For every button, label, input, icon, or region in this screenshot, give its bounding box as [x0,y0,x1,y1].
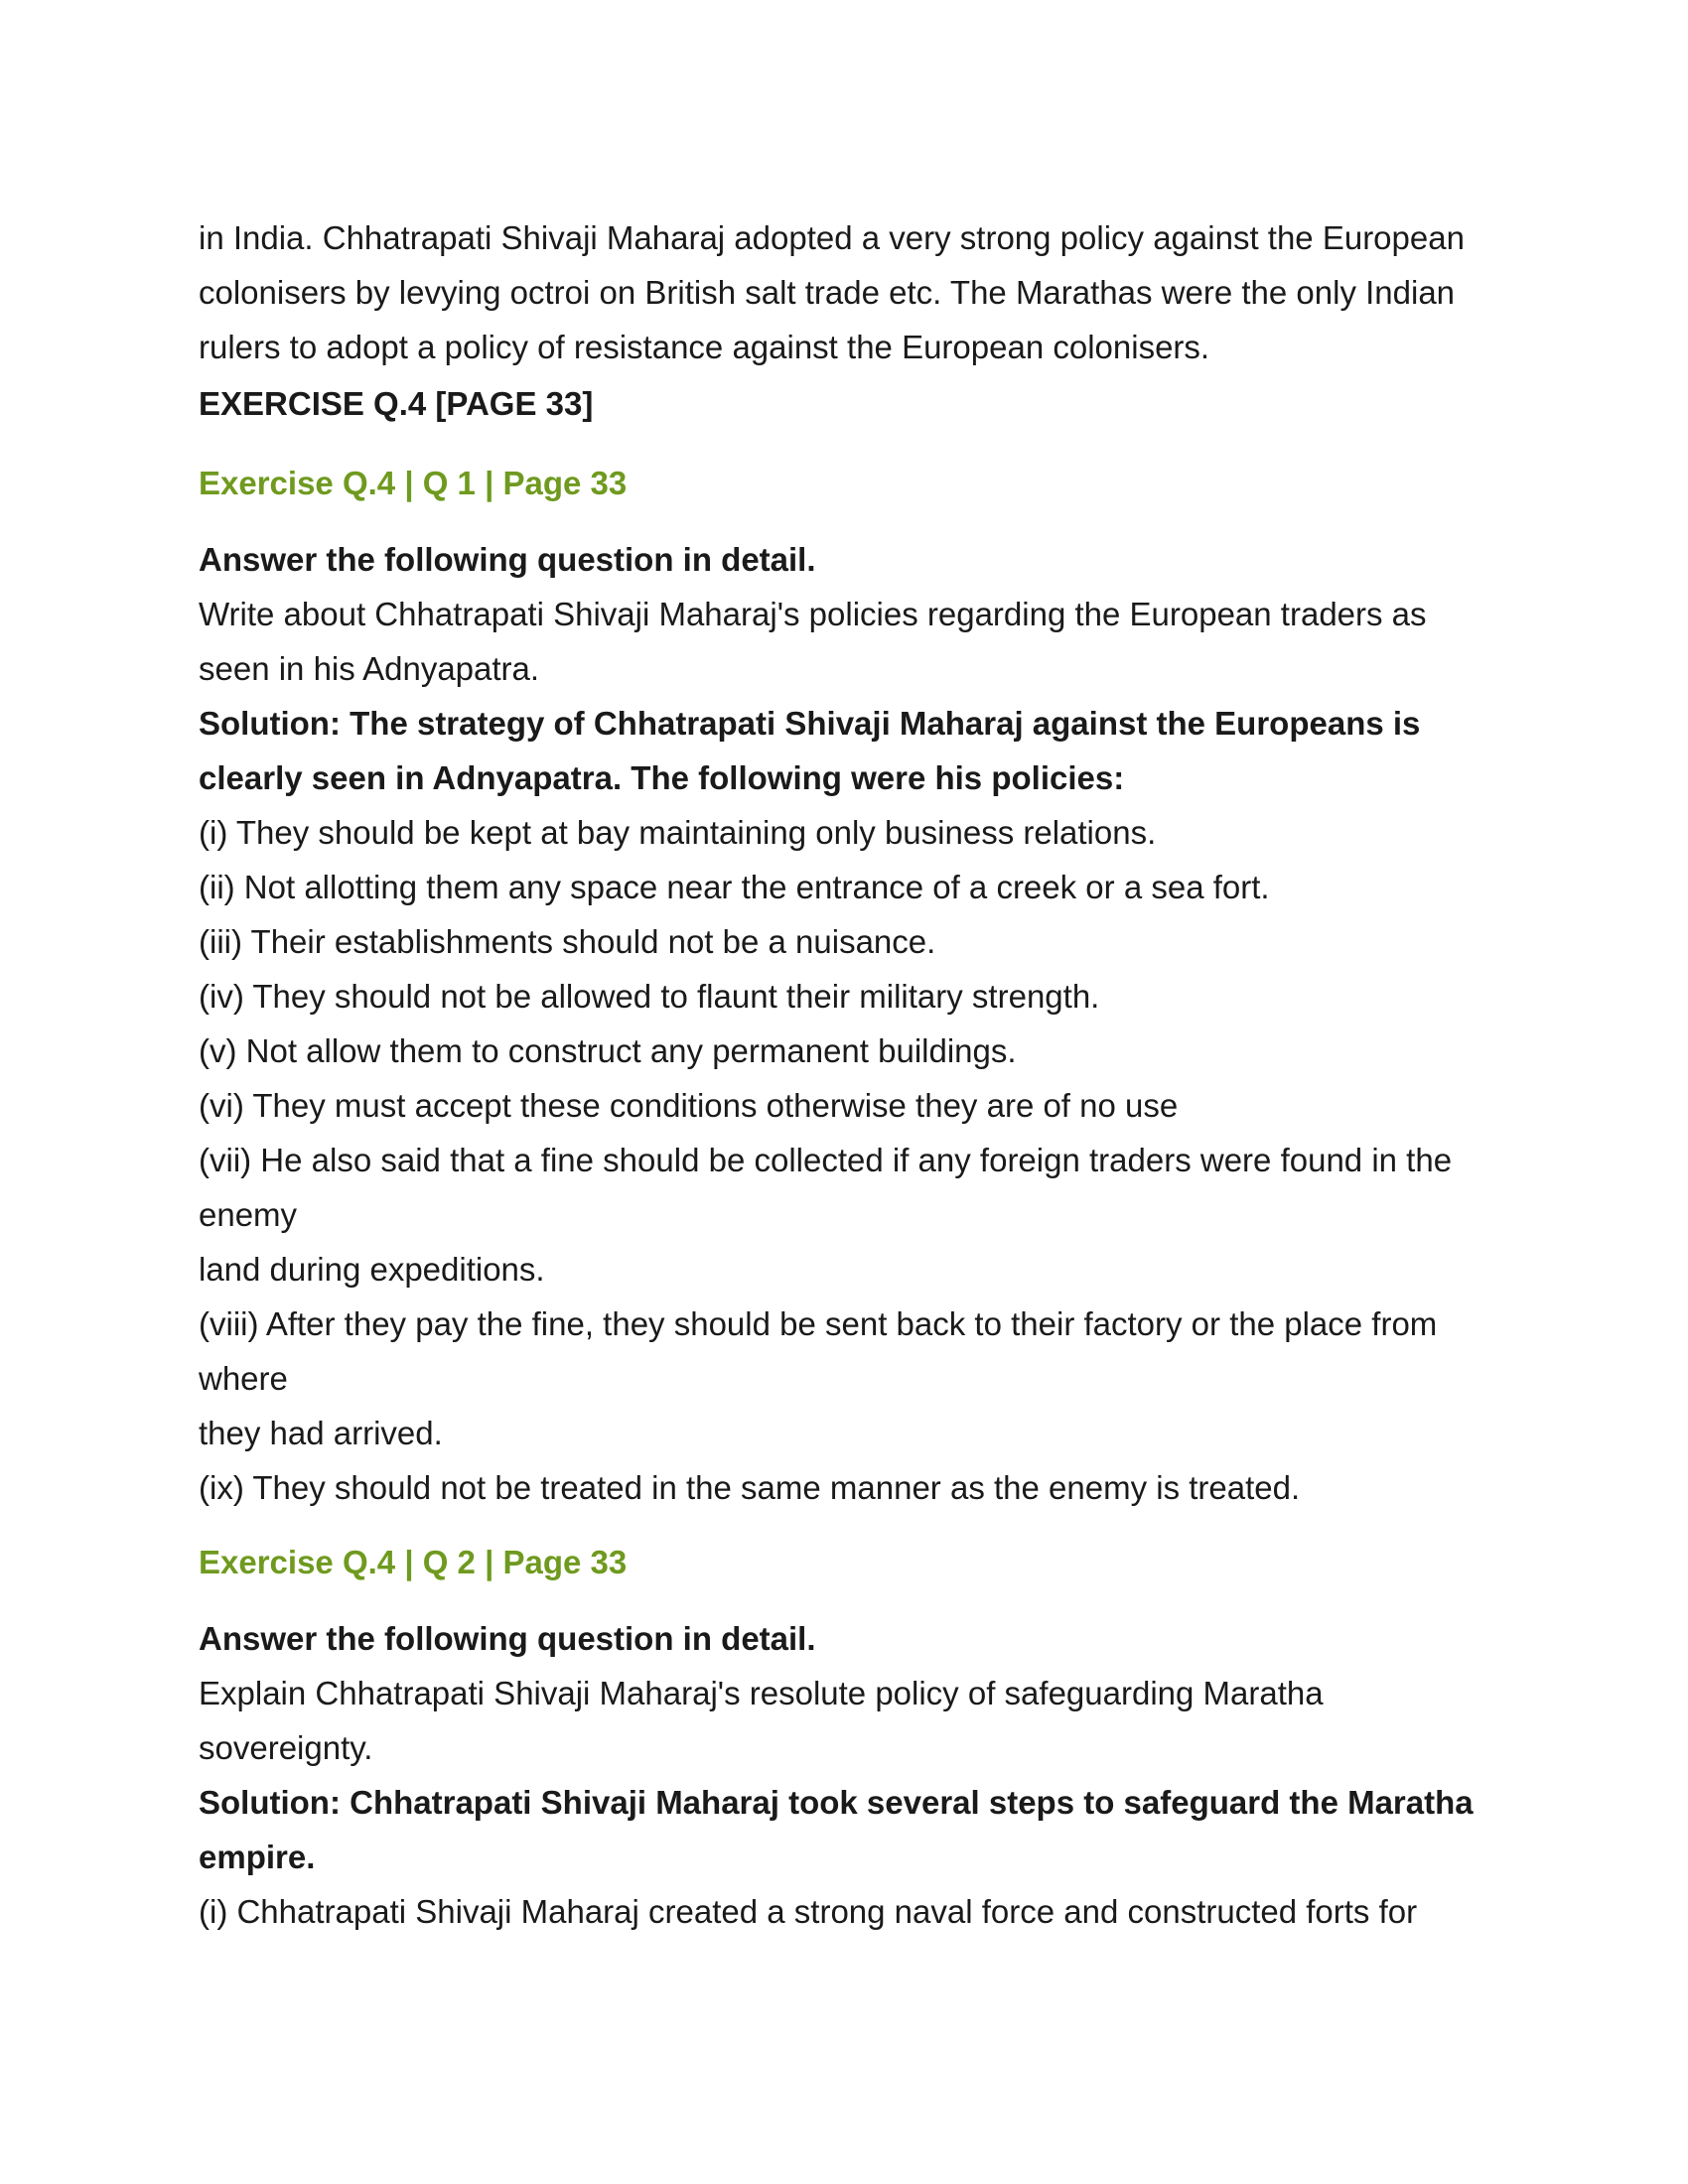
question-1-section [199,456,1509,1515]
question-1-point: land during expeditions. [199,1251,545,1288]
question-2-solution-line: Solution: Chhatrapati Shivaji Maharaj took several steps to safeguard the Maratha [199,1784,1474,1821]
question-1-point: (vi) They must accept these conditions otherwise they are of no use [199,1087,1179,1124]
intro-line: rulers to adopt a policy of resistance against the European colonisers. [199,329,1210,365]
question-1-solution-line: clearly seen in Adnyapatra. The following were his policies: [199,759,1125,796]
question-2-point: (i) Chhatrapati Shivaji Maharaj created a strong naval force and constructed forts for [199,1893,1418,1930]
question-2-instruction: Answer the following question in detail. [199,1620,816,1657]
question-1-point: (vii) He also said that a fine should be collected if any foreign traders were found in the [199,1142,1453,1178]
question-1-point: (i) They should be kept at bay maintaining only business relations. [199,814,1157,851]
question-2-heading: Exercise Q.4 | Q 2 | Page 33 [199,1544,628,1580]
question-1-point: (viii) After they pay the fine, they should be sent back to their factory or the place from [199,1305,1438,1342]
exercise-heading: EXERCISE Q.4 [PAGE 33] [199,385,594,422]
document-page [199,210,1509,1939]
question-1-text-line: Write about Chhatrapati Shivaji Maharaj's policies regarding the European traders as [199,596,1427,632]
question-1-solution-line: Solution: The strategy of Chhatrapati Shivaji Maharaj against the Europeans is [199,705,1421,742]
question-2-text-line: Explain Chhatrapati Shivaji Maharaj's resolute policy of safeguarding Maratha [199,1675,1324,1711]
question-1-point: (iii) Their establishments should not be a nuisance. [199,923,936,960]
question-1-instruction: Answer the following question in detail. [199,541,816,578]
question-2-section [199,1535,1509,1939]
intro-line: in India. Chhatrapati Shivaji Maharaj adopted a very strong policy against the European [199,219,1465,256]
question-1-point: (ii) Not allotting them any space near the entrance of a creek or a sea fort. [199,869,1270,905]
question-1-point: they had arrived. [199,1415,443,1451]
question-1-text-line: seen in his Adnyapatra. [199,650,540,687]
question-1-point: (ix) They should not be treated in the same manner as the enemy is treated. [199,1469,1301,1506]
question-2-solution-line: empire. [199,1839,316,1875]
question-1-point: (iv) They should not be allowed to flaunt their military strength. [199,978,1100,1015]
intro-paragraph [199,210,1509,374]
question-1-point: (v) Not allow them to construct any permanent buildings. [199,1032,1017,1069]
question-1-point: enemy [199,1196,298,1233]
question-1-point: where [199,1360,288,1397]
intro-line: colonisers by levying octroi on British salt trade etc. The Marathas were the only Indian [199,274,1456,311]
question-1-heading: Exercise Q.4 | Q 1 | Page 33 [199,465,628,501]
question-2-text-line: sovereignty. [199,1729,373,1766]
